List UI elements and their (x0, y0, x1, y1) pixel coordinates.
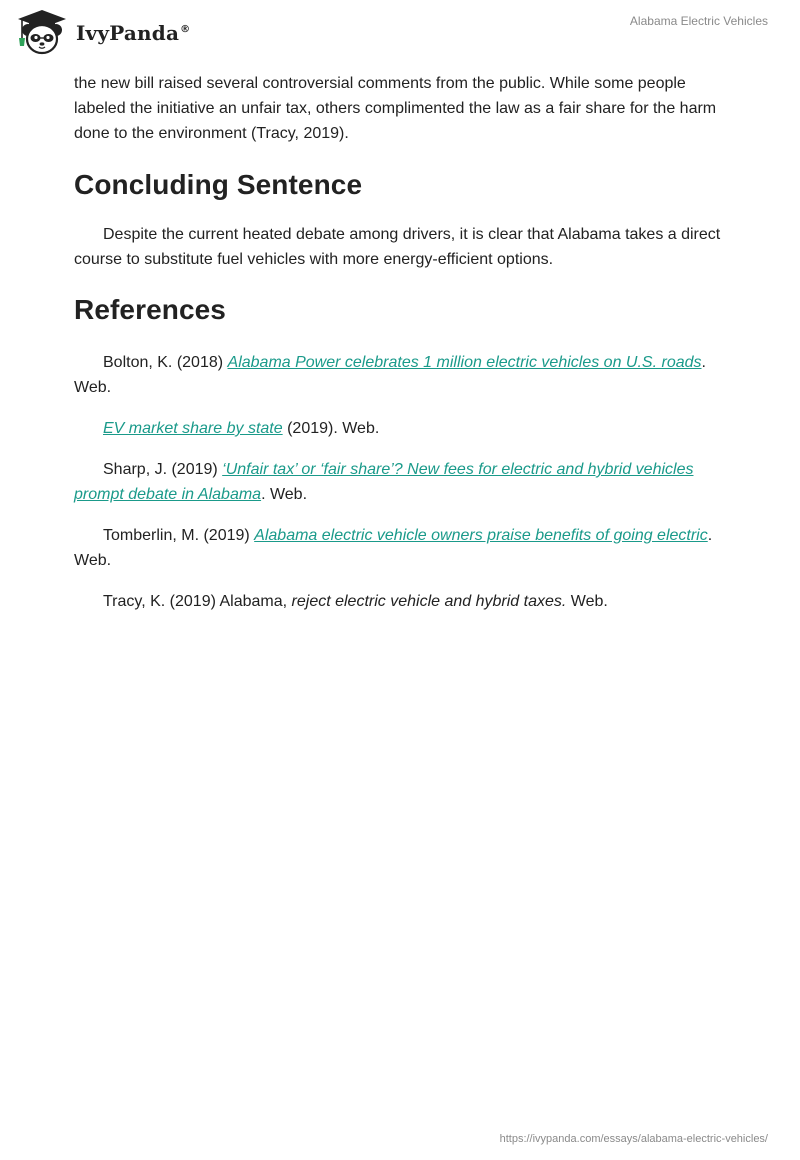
reference-title: reject electric vehicle and hybrid taxes. (291, 593, 567, 610)
registered-mark: ® (180, 24, 191, 36)
reference-item (74, 457, 734, 507)
reference-author: Tracy, K. (2019) Alabama, (103, 593, 292, 610)
footer-url: https://ivypanda.com/essays/alabama-electric-vehicles/ (499, 1133, 768, 1145)
panda-graduate-icon (14, 8, 70, 56)
reference-author: Bolton, K. (2018) (103, 354, 228, 371)
essay-content (74, 71, 734, 630)
reference-suffix: . Web. (261, 486, 308, 503)
reference-author: Sharp, J. (2019) (103, 461, 223, 478)
reference-item (74, 523, 734, 573)
reference-suffix: Web. (566, 593, 608, 610)
page-header (0, 0, 800, 70)
concluding-heading: Concluding Sentence (74, 169, 363, 200)
running-title: Alabama Electric Vehicles (629, 14, 768, 28)
references-heading: References (74, 294, 226, 325)
reference-item (74, 350, 734, 400)
reference-suffix: . Web. (74, 354, 706, 396)
reference-link[interactable]: Alabama Power celebrates 1 million electric vehicles on U.S. roads (227, 354, 702, 371)
logo-wordmark: IvyPanda® (76, 21, 191, 45)
reference-link[interactable]: Alabama electric vehicle owners praise benefits of going electric (254, 527, 708, 544)
reference-suffix: (2019). Web. (282, 420, 380, 437)
ivypanda-logo[interactable] (14, 8, 190, 56)
reference-item (74, 416, 734, 441)
reference-suffix: . Web. (74, 527, 713, 569)
concluding-paragraph: Despite the current heated debate among drivers, it is clear that Alabama takes a direct course to substitute fuel vehicles with more energy-efficient options. (74, 226, 721, 268)
reference-author: Tomberlin, M. (2019) (103, 527, 255, 544)
references-list (74, 350, 734, 614)
reference-item (74, 589, 734, 614)
reference-link[interactable]: ‘Unfair tax’ or ‘fair share’? New fees for electric and hybrid vehicles prompt debate in Alabama (74, 461, 694, 503)
reference-link[interactable]: EV market share by state (103, 420, 283, 437)
intro-paragraph: the new bill raised several controversial comments from the public. While some people labeled the initiative an unfair tax, others complimented the law as a fair share for the harm done to the environment (Tracy, 2019). (74, 75, 717, 142)
